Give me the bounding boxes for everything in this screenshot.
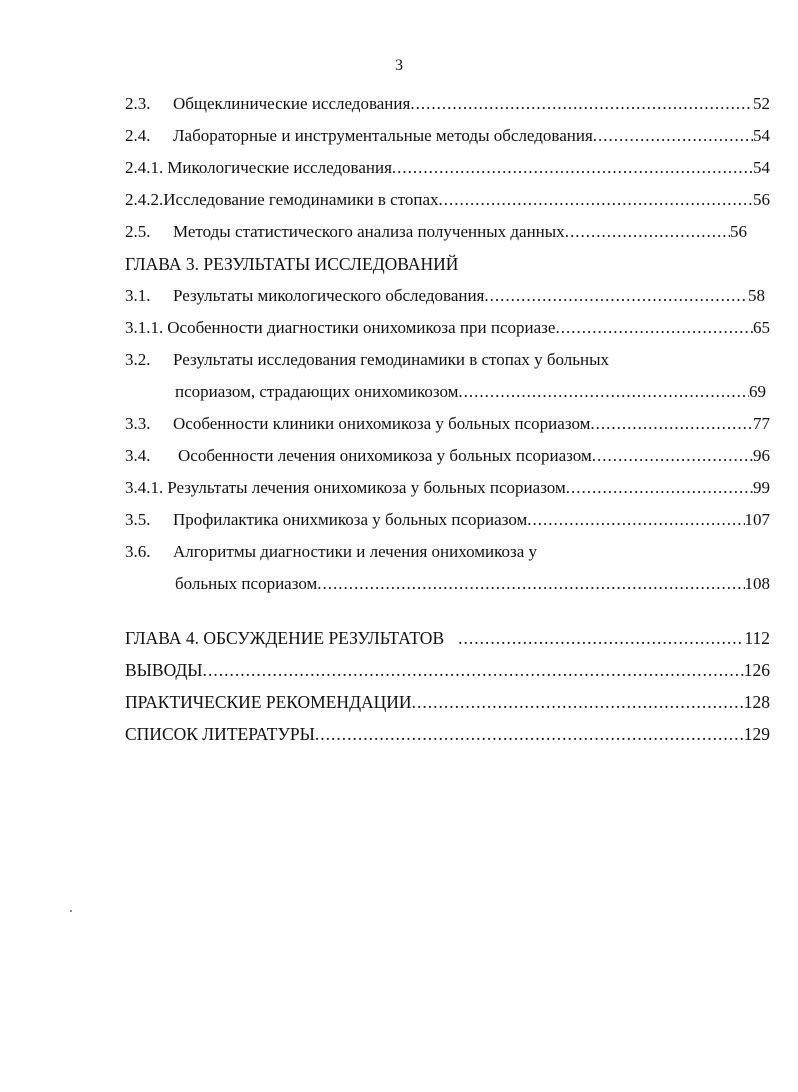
toc-entry-3-1-1[interactable] — [125, 315, 770, 347]
page-number: 3 — [395, 57, 403, 74]
toc-entry-page: 99 — [753, 478, 770, 497]
toc-entry-2-5[interactable] — [125, 219, 747, 251]
toc-entry-number: 2.4.1. — [125, 158, 164, 177]
toc-entry-page: 69 — [749, 382, 766, 401]
toc-entry-page: 56 — [753, 190, 770, 209]
toc-entry-page: 77 — [753, 414, 770, 433]
toc-entry-3-4[interactable] — [125, 443, 770, 475]
toc-entry-title: Лабораторные и инструментальные методы обследования — [173, 126, 593, 145]
toc-entry-number: 3.2. — [125, 350, 151, 369]
toc-entry-title: Общеклинические исследования — [173, 94, 411, 113]
toc-entry-3-5[interactable] — [125, 507, 770, 539]
toc-entry-title: ВЫВОДЫ — [125, 660, 203, 680]
toc-entry-number: 2.3. — [125, 94, 151, 113]
toc-entry-3-4-1[interactable] — [125, 475, 770, 507]
toc-entry-title: Методы статистического анализа полученных данных — [173, 222, 565, 241]
toc-entry-title: Результаты исследования гемодинамики в стопах у больных — [173, 350, 610, 369]
toc-entry-page: 96 — [753, 446, 770, 465]
toc-entry-number: 2.5. — [125, 222, 151, 241]
dot-leader — [439, 187, 754, 213]
toc-entry-title: Результаты микологического обследования — [173, 286, 485, 305]
toc-entry-title: Исследование гемодинамики в стопах — [163, 190, 439, 209]
dot-leader — [315, 721, 744, 747]
chapter-3-heading[interactable]: ГЛАВА 3. РЕЗУЛЬТАТЫ ИССЛЕДОВАНИЙ — [125, 254, 459, 274]
toc-entry-title-continuation: псориазом, страдающих онихомикозом — [175, 382, 459, 401]
table-of-contents — [125, 91, 770, 753]
dot-leader — [593, 123, 753, 149]
toc-entry-number: 3.4.1. — [125, 478, 164, 497]
toc-entry-title: ПРАКТИЧЕСКИЕ РЕКОМЕНДАЦИИ — [125, 692, 412, 712]
dot-leader — [565, 219, 730, 245]
dot-leader — [566, 475, 753, 501]
toc-entry-page: 107 — [744, 510, 770, 529]
dot-leader — [592, 443, 753, 469]
toc-entry-2-4-2[interactable] — [125, 187, 770, 219]
toc-entry-title: СПИСОК ЛИТЕРАТУРЫ — [125, 724, 315, 744]
toc-entry-number: 3.3. — [125, 414, 151, 433]
toc-entry-number: 3.1. — [125, 286, 151, 305]
toc-entry-3-3[interactable] — [125, 411, 770, 443]
toc-entry-title: ГЛАВА 4. ОБСУЖДЕНИЕ РЕЗУЛЬТАТОВ — [125, 628, 445, 648]
dot-leader — [458, 379, 749, 405]
toc-entry-title: Профилактика онихмикоза у больных псориазом — [173, 510, 528, 529]
toc-entry-page: 56 — [730, 222, 747, 241]
toc-entry-3-2-continuation[interactable] — [125, 379, 766, 411]
toc-entry-page: 112 — [744, 628, 770, 648]
toc-entry-title: Особенности лечения онихомикоза у больных псориазом — [178, 446, 592, 465]
toc-entry-page: 108 — [744, 574, 770, 593]
toc-entry-title: Микологические исследования — [167, 158, 392, 177]
toc-entry-2-4[interactable] — [125, 123, 770, 155]
section-gap — [125, 603, 770, 625]
toc-entry-3-6-continuation[interactable] — [125, 571, 770, 603]
scan-speck — [70, 910, 72, 912]
toc-entry-3-1[interactable] — [125, 283, 765, 315]
toc-entry-recommendations[interactable] — [125, 689, 770, 721]
toc-entry-page: 129 — [743, 724, 770, 744]
toc-entry-number: 2.4. — [125, 126, 151, 145]
toc-entry-title: Особенности клиники онихомикоза у больных псориазом — [173, 414, 591, 433]
dot-leader — [555, 315, 753, 341]
dot-leader — [317, 571, 744, 597]
toc-entry-2-4-1[interactable] — [125, 155, 770, 187]
toc-entry-page: 52 — [753, 94, 770, 113]
toc-entry-title: Особенности диагностики онихомикоза при псориазе — [167, 318, 556, 337]
toc-entry-3-2[interactable] — [125, 347, 770, 379]
toc-entry-number: 3.5. — [125, 510, 151, 529]
toc-entry-page: 54 — [753, 126, 770, 145]
toc-entry-2-3[interactable] — [125, 91, 770, 123]
dot-leader — [458, 625, 744, 651]
toc-entry-number: 3.6. — [125, 542, 151, 561]
toc-entry-3-6[interactable] — [125, 539, 770, 571]
toc-entry-conclusions[interactable] — [125, 657, 770, 689]
toc-entry-title: Результаты лечения онихомикоза у больных псориазом — [167, 478, 566, 497]
toc-entry-number: 2.4.2. — [125, 190, 164, 209]
dot-leader — [412, 689, 744, 715]
toc-entry-page: 128 — [743, 692, 770, 712]
dot-leader — [527, 507, 744, 533]
dot-leader — [484, 283, 748, 309]
toc-entry-number: 3.1.1. — [125, 318, 164, 337]
dot-leader — [590, 411, 753, 437]
toc-entry-page: 54 — [753, 158, 770, 177]
toc-entry-page: 58 — [748, 286, 765, 305]
dot-leader — [410, 91, 753, 117]
toc-entry-chapter-4[interactable] — [125, 625, 770, 657]
toc-entry-title-continuation: больных псориазом — [175, 574, 318, 593]
dot-leader — [392, 155, 753, 181]
toc-entry-page: 65 — [753, 318, 770, 337]
toc-entry-references[interactable] — [125, 721, 770, 753]
toc-entry-title: Алгоритмы диагностики и лечения онихомикоза у — [173, 542, 538, 561]
dot-leader — [203, 657, 744, 683]
toc-entry-page: 126 — [743, 660, 770, 680]
toc-entry-number: 3.4. — [125, 446, 151, 465]
